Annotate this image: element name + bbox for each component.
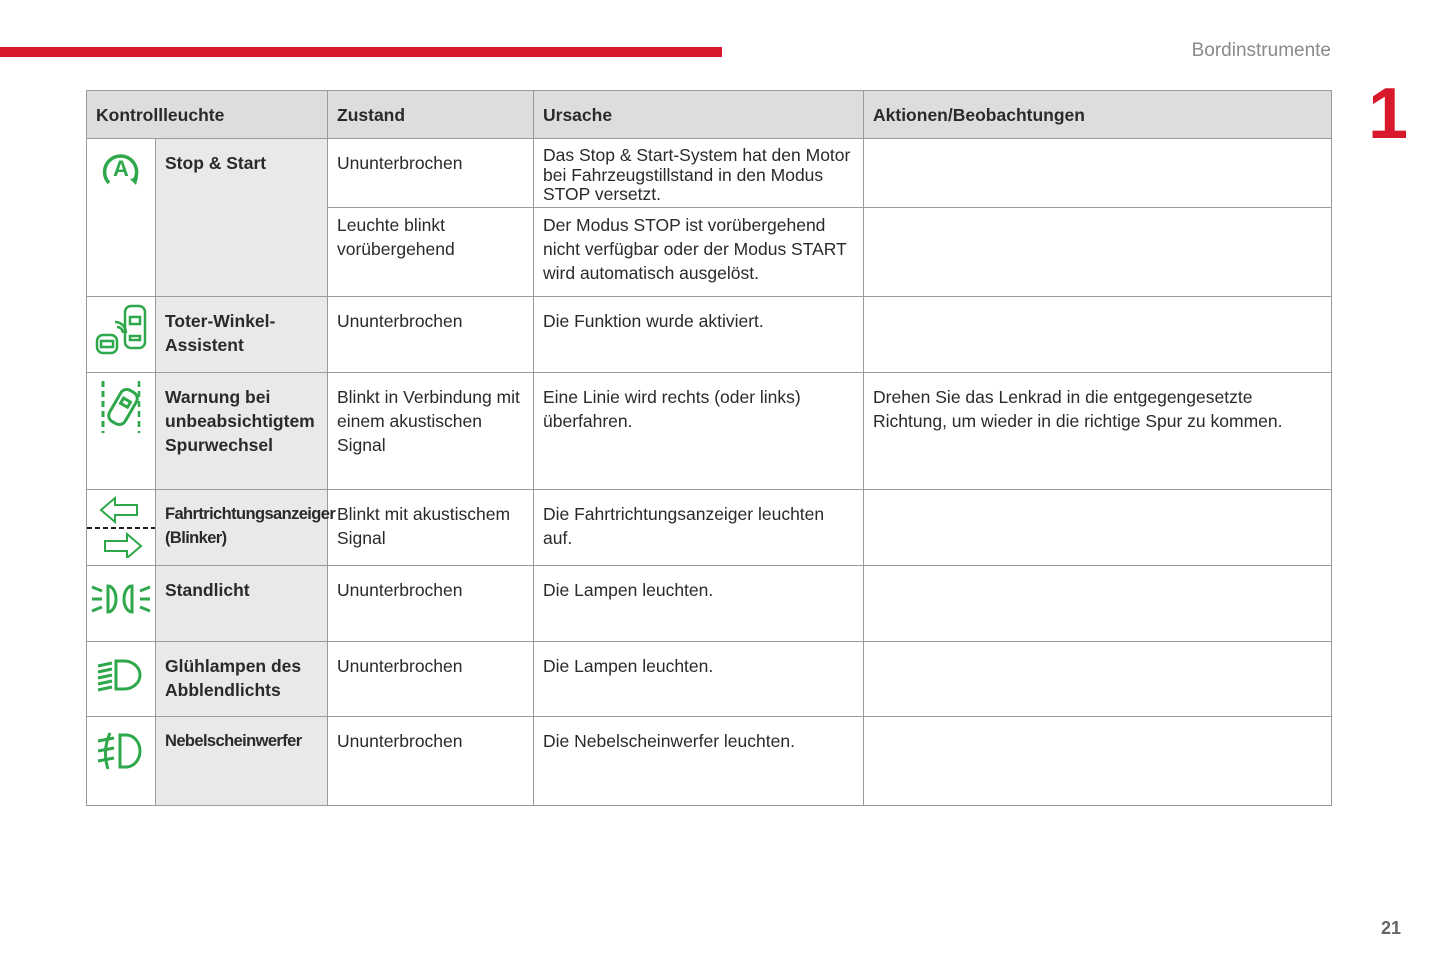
- ursache-cell: Die Lampen leuchten.: [534, 566, 864, 642]
- chapter-number: 1: [1368, 74, 1409, 154]
- zustand-cell: Ununterbrochen: [328, 139, 534, 208]
- warning-lights-table: [86, 90, 1332, 806]
- table-row: [87, 373, 1332, 490]
- header-ursache: Ursache: [534, 91, 864, 139]
- ursache-cell: Eine Linie wird rechts (oder links) überfahren.: [534, 373, 864, 490]
- aktion-cell: [864, 642, 1332, 717]
- ursache-cell: Die Lampen leuchten.: [534, 642, 864, 717]
- name-blind-spot: Toter-Winkel-Assistent: [156, 297, 328, 373]
- table-row: [87, 139, 1332, 208]
- lane-departure-icon: [87, 373, 156, 490]
- turn-signal-icon: [87, 490, 156, 566]
- aktion-cell: [864, 297, 1332, 373]
- aktion-cell: Drehen Sie das Lenkrad in die entgegengesetzte Richtung, um wieder in die richtige Spur zu kommen.: [864, 373, 1332, 490]
- ursache-cell: Die Fahrtrichtungsanzeiger leuchten auf.: [534, 490, 864, 566]
- zustand-cell: Ununterbrochen: [328, 717, 534, 806]
- side-lights-icon: [87, 566, 156, 642]
- section-title: Bordinstrumente: [1191, 40, 1331, 61]
- header-kontrollleuchte: Kontrollleuchte: [87, 91, 328, 139]
- zustand-cell: Blinkt mit akustischem Signal: [328, 490, 534, 566]
- table-row: [87, 642, 1332, 717]
- table-row: [87, 566, 1332, 642]
- ursache-cell: Der Modus STOP ist vorübergehend nicht verfügbar oder der Modus START wird automatisch ausgelöst.: [534, 208, 864, 297]
- name-side-lights: Standlicht: [156, 566, 328, 642]
- zustand-cell: Ununterbrochen: [328, 297, 534, 373]
- name-stop-start: Stop & Start: [156, 139, 328, 297]
- ursache-cell: Die Funktion wurde aktiviert.: [534, 297, 864, 373]
- aktion-cell: [864, 566, 1332, 642]
- header-aktionen: Aktionen/Beobachtungen: [864, 91, 1332, 139]
- table-row: [87, 490, 1332, 566]
- table-header-row: [87, 91, 1332, 139]
- name-turn-signal: Fahrtrichtungsanzeiger (Blinker): [156, 490, 328, 566]
- header-zustand: Zustand: [328, 91, 534, 139]
- name-fog-lamp: Nebelscheinwerfer: [156, 717, 328, 806]
- fog-lamp-icon: [87, 717, 156, 806]
- zustand-cell: Leuchte blinkt vorübergehend: [328, 208, 534, 297]
- name-dipped-beam: Glühlampen des Abblendlichts: [156, 642, 328, 717]
- aktion-cell: [864, 490, 1332, 566]
- aktion-cell: [864, 139, 1332, 208]
- ursache-cell: Die Nebelscheinwerfer leuchten.: [534, 717, 864, 806]
- table-row: [87, 297, 1332, 373]
- stop-start-icon: [87, 139, 156, 297]
- table-row: [87, 717, 1332, 806]
- ursache-cell: Das Stop & Start-System hat den Motor bei Fahrzeugstillstand in den Modus STOP versetzt.: [534, 139, 864, 208]
- name-lane-departure: Warnung bei unbeabsichtigtem Spurwechsel: [156, 373, 328, 490]
- dipped-beam-icon: [87, 642, 156, 717]
- aktion-cell: [864, 717, 1332, 806]
- aktion-cell: [864, 208, 1332, 297]
- svg-text:A: A: [113, 156, 129, 181]
- zustand-cell: Blinkt in Verbindung mit einem akustischen Signal: [328, 373, 534, 490]
- blind-spot-icon: [87, 297, 156, 373]
- red-accent-bar: [0, 47, 722, 57]
- zustand-cell: Ununterbrochen: [328, 642, 534, 717]
- zustand-cell: Ununterbrochen: [328, 566, 534, 642]
- page-number: 21: [1381, 918, 1402, 938]
